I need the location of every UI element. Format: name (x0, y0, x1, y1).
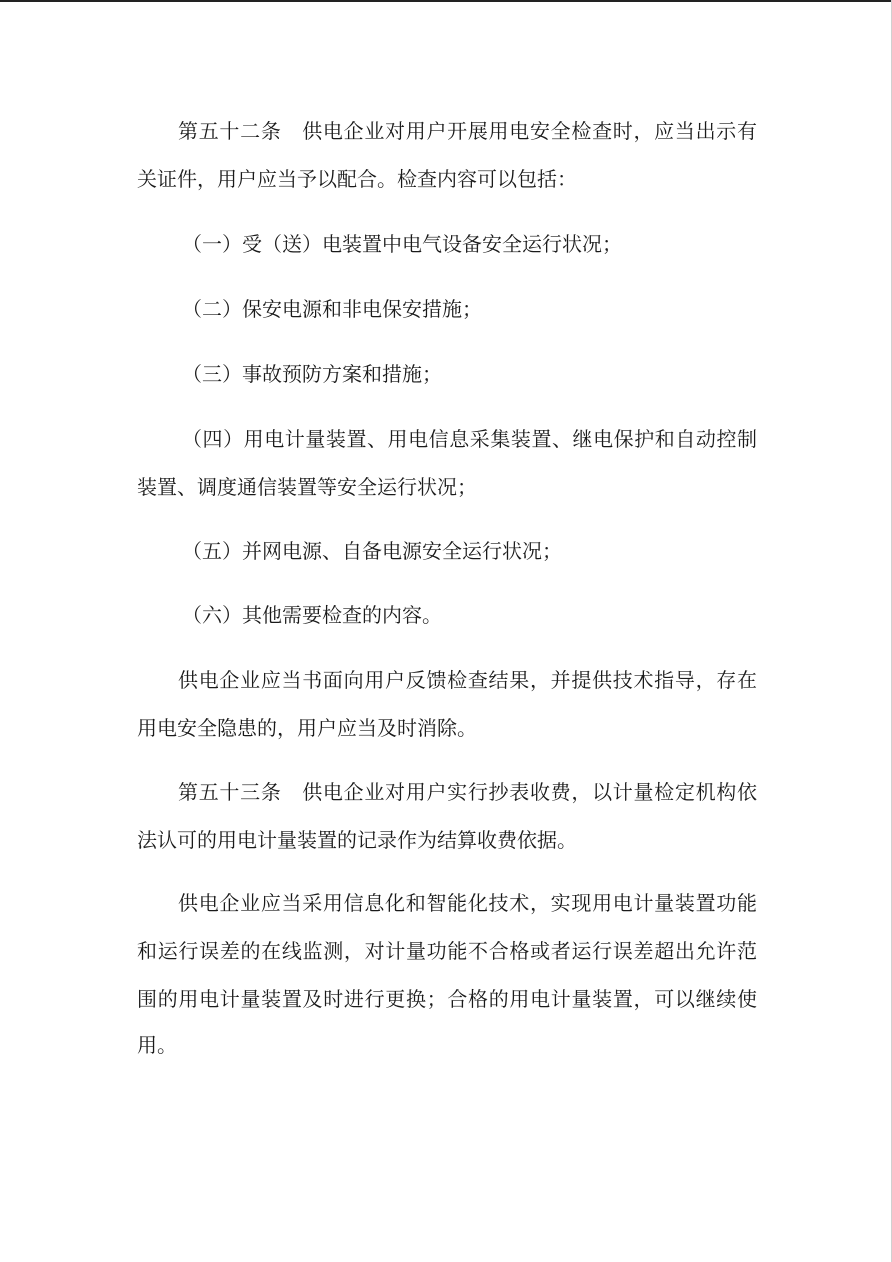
list-item-6: （六）其他需要检查的内容。 (182, 603, 442, 627)
list-item-4: （四）用电计量装置、用电信息采集装置、继电保护和自动控制 (182, 427, 757, 451)
feedback-line-1: 供电企业应当书面向用户反馈检查结果，并提供技术指导，存在 (178, 668, 757, 692)
list-item-4-continuation: 装置、调度通信装置等安全运行状况； (137, 475, 477, 499)
list-item-1: （一）受（送）电装置中电气设备安全运行状况； (182, 232, 622, 256)
list-item-2: （二）保安电源和非电保安措施； (182, 297, 482, 321)
article-53-para2-line-1: 供电企业应当采用信息化和智能化技术，实现用电计量装置功能 (178, 891, 757, 915)
feedback-line-2: 用电安全隐患的，用户应当及时消除。 (137, 716, 477, 740)
article-52-line-2: 关证件，用户应当予以配合。检查内容可以包括： (137, 167, 577, 191)
article-52-line-1: 第五十二条 供电企业对用户开展用电安全检查时，应当出示有 (178, 119, 757, 143)
article-53-para2-line-3: 围的用电计量装置及时进行更换；合格的用电计量装置，可以继续使 (137, 987, 757, 1011)
list-item-5: （五）并网电源、自备电源安全运行状况； (182, 539, 562, 563)
article-53-para2-line-4: 用。 (137, 1033, 177, 1057)
article-53-para2-line-2: 和运行误差的在线监测，对计量功能不合格或者运行误差超出允许范 (137, 939, 757, 963)
article-53-line-1: 第五十三条 供电企业对用户实行抄表收费，以计量检定机构依 (178, 780, 757, 804)
article-53-line-2: 法认可的用电计量装置的记录作为结算收费依据。 (137, 828, 577, 852)
list-item-3: （三）事故预防方案和措施； (182, 362, 442, 386)
